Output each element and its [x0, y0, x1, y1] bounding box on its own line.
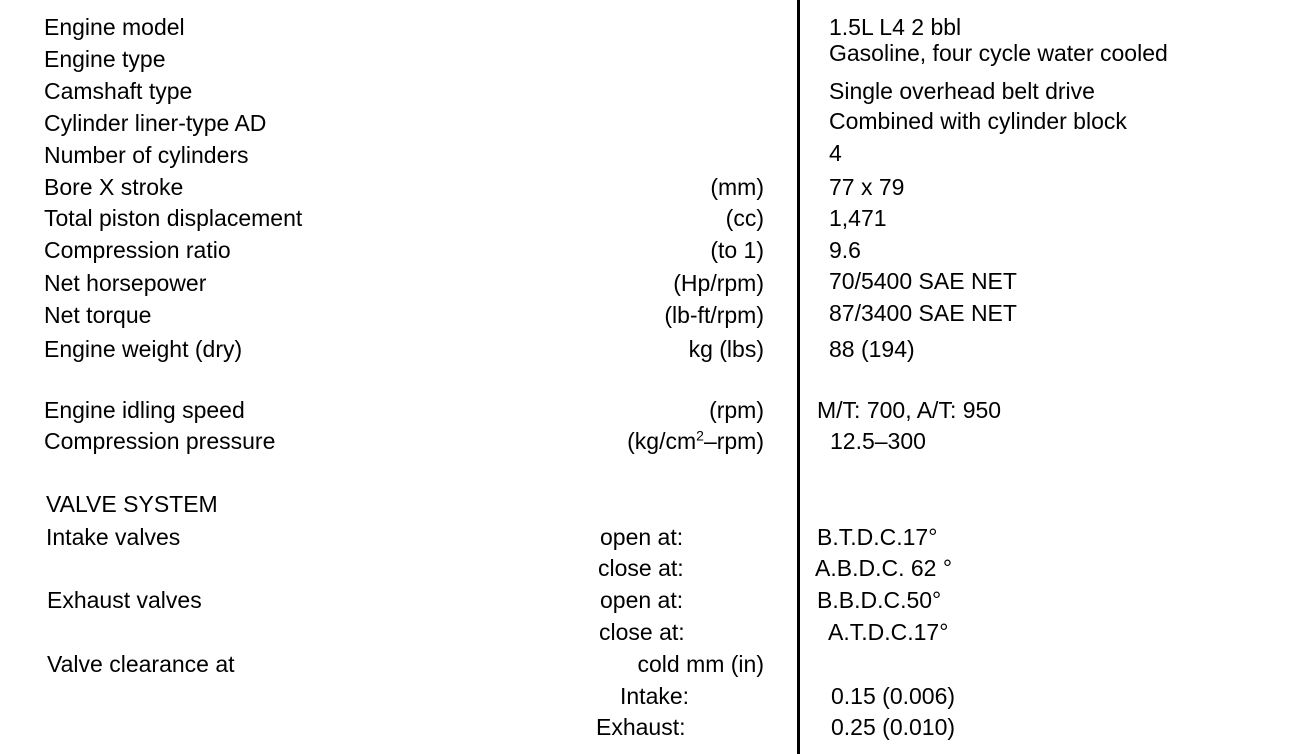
spec-unit: open at:: [600, 587, 684, 613]
spec-label: Engine idling speed: [44, 397, 245, 423]
row-engine-type: [0, 40, 1312, 74]
row-engine-weight: [0, 334, 1312, 364]
spec-value: 1.5L L4 2 bbl: [829, 14, 962, 40]
spec-label: Bore X stroke: [44, 174, 184, 200]
spec-value: 9.6: [829, 237, 861, 263]
spec-value: 12.5–300: [830, 428, 926, 454]
spec-label: Net torque: [44, 302, 152, 328]
spec-value: Gasoline, four cycle water cooled: [829, 40, 1168, 66]
row-compression-ratio: [0, 235, 1312, 265]
spec-value: 87/3400 SAE NET: [829, 300, 1017, 326]
spec-value: B.T.D.C.17°: [817, 524, 938, 550]
spec-unit: (Hp/rpm): [673, 270, 764, 296]
spec-label: Engine weight (dry): [44, 336, 243, 362]
row-net-horsepower: [0, 268, 1312, 298]
row-exhaust-open: [0, 585, 1312, 615]
spec-value: 70/5400 SAE NET: [829, 268, 1017, 294]
spec-unit: open at:: [600, 524, 684, 550]
row-clearance-intake: [0, 681, 1312, 711]
spec-label: Engine model: [44, 14, 185, 40]
spec-value: 1,471: [829, 205, 887, 231]
row-valve-system-heading: [0, 489, 1312, 519]
spec-unit: Intake:: [620, 683, 690, 709]
spec-unit: Exhaust:: [596, 714, 686, 740]
spec-unit: close at:: [598, 555, 684, 581]
row-intake-close: [0, 553, 1312, 583]
spec-label: Cylinder liner-type AD: [44, 110, 267, 136]
spec-label: Compression pressure: [44, 428, 276, 454]
spec-label: Engine type: [44, 46, 166, 72]
row-exhaust-close: [0, 617, 1312, 647]
spec-label: Number of cylinders: [44, 142, 249, 168]
spec-unit: (to 1): [710, 237, 764, 263]
row-net-torque: [0, 300, 1312, 330]
row-displacement: [0, 203, 1312, 233]
section-heading: VALVE SYSTEM: [46, 491, 218, 517]
spec-unit-prefix: (kg/cm: [627, 428, 697, 454]
spec-unit: (cc): [725, 205, 764, 231]
spec-label: Net horsepower: [44, 270, 207, 296]
spec-value: 0.15 (0.006): [831, 683, 956, 709]
spec-value: 77 x 79: [829, 174, 905, 200]
spec-value: Combined with cylinder block: [829, 108, 1127, 134]
row-intake-open: [0, 522, 1312, 552]
spec-value: A.B.D.C. 62 °: [815, 555, 953, 581]
row-bore-stroke: [0, 172, 1312, 202]
spec-label: Valve clearance at: [47, 651, 235, 677]
spec-unit: close at:: [599, 619, 685, 645]
spec-value: A.T.D.C.17°: [828, 619, 949, 645]
spec-value: Single overhead belt drive: [829, 78, 1095, 104]
row-valve-clearance: [0, 649, 1312, 679]
spec-value: 0.25 (0.010): [831, 714, 956, 740]
row-compression-pressure: [0, 426, 1312, 456]
spec-label: Total piston displacement: [44, 205, 303, 231]
spec-unit: kg (lbs): [688, 336, 764, 362]
spec-label: Intake valves: [46, 524, 181, 550]
spec-unit: (mm): [710, 174, 764, 200]
spec-value: M/T: 700, A/T: 950: [817, 397, 1002, 423]
spec-unit: [627, 426, 764, 456]
row-num-cylinders: [0, 140, 1312, 170]
spec-label: Camshaft type: [44, 78, 193, 104]
row-camshaft-type: [0, 76, 1312, 106]
spec-value: 88 (194): [829, 336, 915, 362]
spec-unit: (lb-ft/rpm): [664, 302, 764, 328]
spec-value: B.B.D.C.50°: [817, 587, 942, 613]
spec-label: Exhaust valves: [47, 587, 202, 613]
row-cylinder-liner: [0, 108, 1312, 138]
spec-unit-superscript: 2: [696, 427, 704, 444]
spec-unit: cold mm (in): [637, 651, 764, 677]
spec-value: 4: [829, 140, 842, 166]
row-clearance-exhaust: [0, 712, 1312, 742]
spec-label: Compression ratio: [44, 237, 231, 263]
row-idle-speed: [0, 395, 1312, 425]
spec-unit: (rpm): [709, 397, 764, 423]
spec-unit-suffix: –rpm): [703, 428, 764, 454]
